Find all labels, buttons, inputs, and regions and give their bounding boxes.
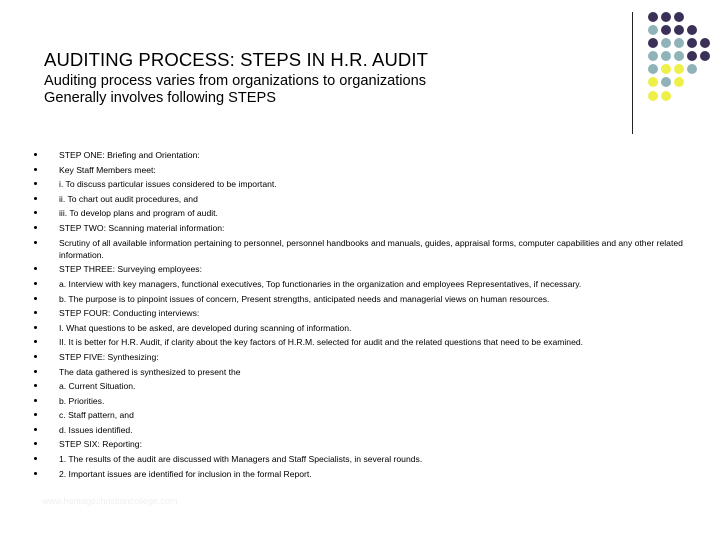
list-item-text: i. To discuss particular issues considered to be important. [59,179,277,190]
decorative-dot [661,51,671,61]
decorative-dot [648,38,658,48]
list-item-text: STEP FOUR: Conducting interviews: [59,308,200,319]
bullet-icon [34,384,37,387]
decorative-dot [661,12,671,22]
slide-title: AUDITING PROCESS: STEPS IN H.R. AUDIT [44,49,429,70]
decorative-dot [674,51,684,61]
list-item-text: STEP SIX: Reporting: [59,439,142,450]
decorative-dot [648,25,658,35]
list-item-text: iii. To develop plans and program of audit. [59,208,218,219]
list-item-text: d. Issues identified. [59,424,133,435]
decorative-dot [700,38,710,48]
list-item-text: b. Priorities. [59,395,105,406]
list-item [34,336,694,348]
list-item [34,207,694,219]
decorative-dot [661,38,671,48]
list-item-text: STEP ONE: Briefing and Orientation: [59,150,200,160]
list-item-text: ii. To chart out audit procedures, and [59,193,198,204]
list-item-text: 2. Important issues are identified for inclusion in the formal Report. [59,468,312,479]
bullet-icon [34,442,37,445]
vertical-divider-line [632,12,633,134]
decorative-dot [674,12,684,22]
bullet-icon [34,340,37,343]
bullet-icon [34,370,37,373]
steps-bullet-list [34,149,694,482]
bullet-icon [34,153,37,156]
bullet-icon [34,282,37,285]
decorative-dot [687,25,697,35]
list-item [34,222,694,234]
bullet-icon [34,182,37,185]
decorative-dot [674,64,684,74]
bullet-icon [34,311,37,314]
list-item [34,307,694,319]
decorative-dot [674,77,684,87]
subtitle-line-1: Auditing process varies from organizations to organizations [44,73,427,89]
list-item-text: 1. The results of the audit are discussed with Managers and Staff Specialists, in several rounds. [59,454,423,465]
decorative-dot [661,77,671,87]
title-block [44,50,428,107]
list-item-text: STEP THREE: Surveying employees: [59,264,202,275]
list-item [34,149,694,161]
list-item-text: STEP TWO: Scanning material information: [59,222,225,233]
list-item [34,351,694,363]
bullet-icon [34,399,37,402]
decorative-dot [661,91,671,101]
list-item-text: a. Interview with key managers, functional executives, Top functionaries in the organization and employees Representatives, if necessary. [59,278,582,289]
decorative-dot [648,64,658,74]
decorative-dot [648,51,658,61]
list-item-text: Key Staff Members meet: [59,164,156,175]
list-item-text: II. It is better for H.R. Audit, if clarity about the key factors of H.R.M. selected for audit and the related questions that need to be examined. [59,337,584,348]
bullet-icon [34,168,37,171]
decorative-dot [661,25,671,35]
list-item [34,366,694,378]
list-item [34,409,694,421]
bullet-icon [34,197,37,200]
bullet-icon [34,472,37,475]
list-item-text: a. Current Situation. [59,381,136,392]
list-item-text: The data gathered is synthesized to present the [59,366,241,377]
decorative-dot [687,51,697,61]
decorative-dot [648,91,658,101]
list-item [34,380,694,392]
list-item [34,178,694,190]
bullet-icon [34,297,37,300]
bullet-icon [34,241,37,244]
list-item [34,263,694,275]
decorative-dot [700,51,710,61]
list-item [34,322,694,334]
bullet-icon [34,428,37,431]
decorative-dot [648,12,658,22]
list-item [34,468,694,480]
subtitle-line-2: Generally involves following STEPS [44,90,276,106]
bullet-icon [34,326,37,329]
list-item-text: STEP FIVE: Synthesizing: [59,351,159,362]
bullet-icon [34,211,37,214]
list-item [34,453,694,465]
list-item [34,438,694,450]
list-item [34,278,694,290]
list-item-text: Scrutiny of all available information pertaining to personnel, personnel handbooks and manuals, guides, appraisal forms, computer capabilities and any other related information. [59,237,683,260]
decorative-dot [674,25,684,35]
decorative-dot [674,38,684,48]
list-item-text: I. What questions to be asked, are developed during scanning of information. [59,322,352,333]
list-item [34,424,694,436]
bullet-icon [34,413,37,416]
list-item [34,193,694,205]
list-item-text: c. Staff pattern, and [59,410,134,421]
list-item [34,395,694,407]
list-item [34,237,694,261]
watermark-text: www.heritagechristiancollege.com [42,496,178,506]
bullet-icon [34,267,37,270]
bullet-icon [34,226,37,229]
list-item-text: b. The purpose is to pinpoint issues of concern, Present strengths, anticipated needs and managerial views on human resources. [59,293,550,304]
bullet-icon [34,355,37,358]
decorative-dot [648,77,658,87]
bullet-icon [34,457,37,460]
list-item [34,164,694,176]
list-item [34,293,694,305]
decorative-dot [661,64,671,74]
decorative-dot [687,64,697,74]
decorative-dot [687,38,697,48]
